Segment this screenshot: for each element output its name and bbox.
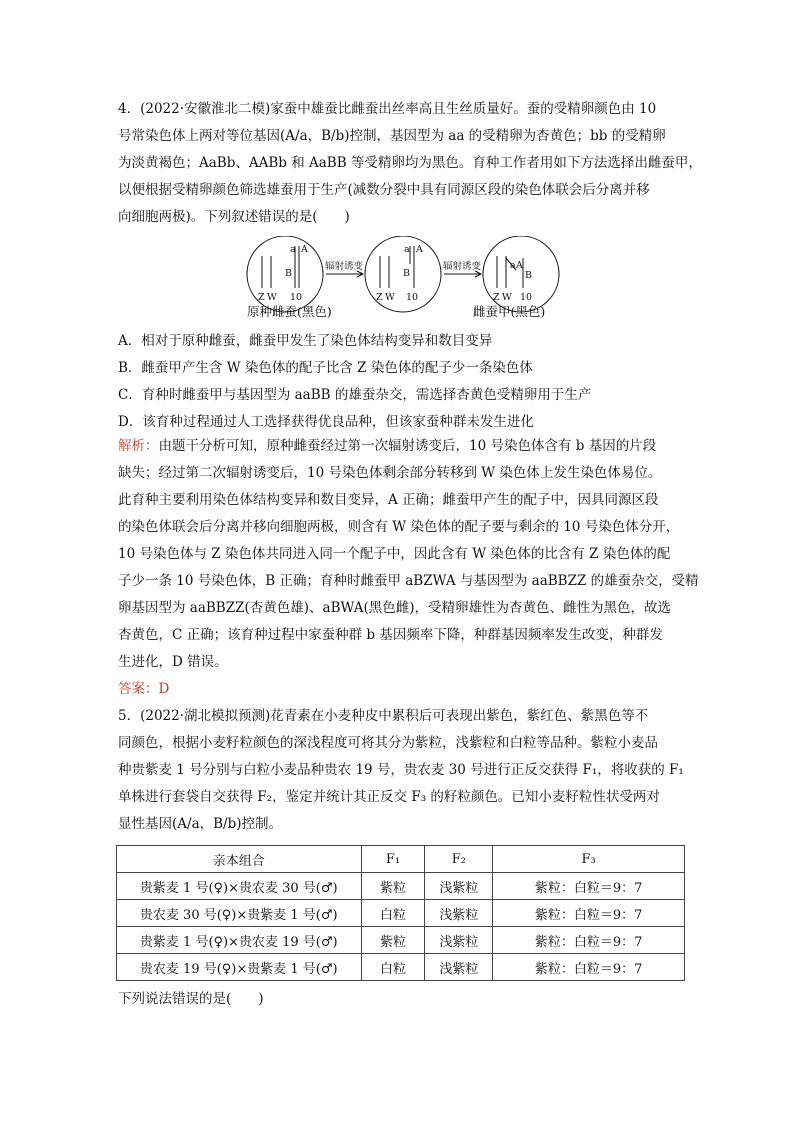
gene-label: A bbox=[301, 244, 308, 255]
chrom-label: 10 bbox=[290, 292, 303, 303]
table-row bbox=[117, 873, 685, 900]
stem-line: 显性基因(A/a，B/b)控制。 bbox=[118, 816, 282, 832]
table-row bbox=[117, 954, 685, 981]
table-cell: 紫粒 bbox=[361, 927, 425, 954]
table-row bbox=[117, 927, 685, 954]
gene-label: B bbox=[285, 268, 292, 279]
analysis-line: 由题干分析可知，原种雌蚕经过第一次辐射诱变后，10 号染色体含有 b 基因的片段 bbox=[158, 438, 657, 454]
chrom-label: Z bbox=[376, 292, 383, 303]
gene-label: a bbox=[510, 260, 516, 271]
table-header-cell: F₃ bbox=[493, 846, 685, 873]
chrom-label: W bbox=[502, 292, 512, 303]
analysis-line: 缺失；经过第二次辐射诱变后，10 号染色体剩余部分转移到 W 染色体上发生染色体易位。 bbox=[118, 465, 662, 481]
chrom-label: W bbox=[267, 292, 277, 303]
caption-original-female: 原种雌蚕(黑色) bbox=[247, 304, 332, 319]
table-cell: 紫粒：白粒＝9：7 bbox=[493, 900, 685, 927]
analysis-line: 的染色体联会后分离并移向细胞两极，则含有 W 染色体的配子要与剩余的 10 号染色体分开， bbox=[118, 519, 680, 535]
gene-label: B bbox=[403, 268, 410, 279]
chrom-label: 10 bbox=[520, 292, 533, 303]
stem-line: 5．(2022·湖北模拟预测)花青素在小麦种皮中累积后可表现出紫色，紫红色、紫黑色等不 bbox=[118, 708, 649, 724]
table-cell: 紫粒：白粒＝9：7 bbox=[493, 873, 685, 900]
table-cell: 白粒 bbox=[361, 954, 425, 981]
chrom-label: Z bbox=[258, 292, 265, 303]
analysis-line: 子少一条 10 号染色体，B 正确；育种时雌蚕甲 aBZWA 与基因型为 aaBBZZ 的雄蚕杂交，受精 bbox=[118, 573, 699, 589]
table-cell: 浅紫粒 bbox=[425, 954, 493, 981]
table-cell: 贵农麦 19 号(♀)×贵紫麦 1 号(♂) bbox=[117, 954, 362, 981]
analysis-line: 10 号染色体与 Z 染色体共同进入同一个配子中，因此含有 W 染色体的比含有 Z 染色体的配 bbox=[118, 546, 671, 562]
table-header-cell: F₂ bbox=[425, 846, 493, 873]
table-cell: 紫粒 bbox=[361, 873, 425, 900]
chrom-label: W bbox=[385, 292, 395, 303]
answer-line: 答案：D bbox=[118, 681, 170, 697]
gene-label: a bbox=[404, 244, 410, 255]
analysis-label: 解析： bbox=[118, 438, 159, 454]
table-header-cell: F₁ bbox=[361, 846, 425, 873]
chrom-label: Z bbox=[493, 292, 500, 303]
analysis-line: 生进化，D 错误。 bbox=[118, 654, 228, 670]
table-cell: 浅紫粒 bbox=[425, 900, 493, 927]
question-5-prompt: 下列说法错误的是( ) bbox=[118, 991, 264, 1007]
stem-line: 4．(2022·安徽淮北二模)家蚕中雄蚕比雌蚕出丝率高且生丝质量好。蚕的受精卵颜色由 10 bbox=[118, 101, 657, 117]
stem-line: 同颜色，根据小麦籽粒颜色的深浅程度可将其分为紫粒，浅紫粒和白粒等品种。紫粒小麦品 bbox=[118, 735, 658, 751]
table-cell: 紫粒：白粒＝9：7 bbox=[493, 954, 685, 981]
cross-results-table bbox=[116, 845, 685, 981]
stem-line: 以便根据受精卵颜色筛选雄蚕用于生产(减数分裂中具有同源区段的染色体联会后分离并移 bbox=[118, 182, 650, 198]
option-b: B．雌蚕甲产生含 W 染色体的配子比含 Z 染色体的配子少一条染色体 bbox=[118, 360, 533, 376]
gene-label: A bbox=[516, 260, 523, 271]
stem-line: 种贵紫麦 1 号分别与白粒小麦品种贵农 19 号，贵农麦 30 号进行正反交获得 F₁，将收获的 F₁ bbox=[118, 762, 684, 778]
analysis-line: 卵基因型为 aaBBZZ(杏黄色雄)、aBWA(黑色雌)，受精卵雄性为杏黄色、雌性为黑色，故选 bbox=[118, 600, 671, 616]
table-header-row bbox=[117, 846, 685, 873]
stem-line: 单株进行套袋自交获得 F₂，鉴定并统计其正反交 F₃ 的籽粒颜色。已知小麦籽粒性状受两对 bbox=[118, 789, 660, 805]
analysis-block bbox=[118, 433, 699, 703]
arrow-label: 辐射诱变 bbox=[442, 261, 482, 272]
table-cell: 白粒 bbox=[361, 900, 425, 927]
stem-line: 号常染色体上两对等位基因(A/a，B/b)控制，基因型为 aa 的受精卵为杏黄色；bb 的受精卵 bbox=[118, 128, 666, 144]
chrom-label: 10 bbox=[406, 292, 419, 303]
caption-female-a: 雌蚕甲(黑色) bbox=[473, 304, 546, 319]
table-cell: 浅紫粒 bbox=[425, 873, 493, 900]
analysis-line: 此育种主要利用染色体结构变异和数目变异，A 正确；雌蚕甲产生的配子中，因具同源区段 bbox=[118, 492, 659, 508]
analysis-line: 杏黄色，C 正确；该育种过程中家蚕种群 b 基因频率下降，种群基因频率发生改变，种群发 bbox=[118, 627, 663, 643]
arrow-label: 辐射诱变 bbox=[324, 261, 364, 272]
table-cell: 紫粒：白粒＝9：7 bbox=[493, 927, 685, 954]
stem-line: 为淡黄褐色；AaBb、AABb 和 AaBB 等受精卵均为黑色。育种工作者用如下方法选择出雌蚕甲， bbox=[118, 155, 702, 171]
stem-line: 向细胞两极)。下列叙述错误的是( ) bbox=[118, 209, 350, 225]
gene-label: A bbox=[416, 244, 423, 255]
option-a: A．相对于原种雌蚕，雌蚕甲发生了染色体结构变异和数目变异 bbox=[118, 333, 493, 349]
table-row bbox=[117, 900, 685, 927]
question-5-stem bbox=[118, 703, 684, 838]
gene-label: a bbox=[290, 244, 296, 255]
question-4-stem bbox=[118, 96, 702, 231]
table-cell: 浅紫粒 bbox=[425, 927, 493, 954]
option-d: D．该育种过程通过人工选择获得优良品种，但该家蚕种群未发生进化 bbox=[118, 414, 534, 430]
table-cell: 贵紫麦 1 号(♀)×贵农麦 19 号(♂) bbox=[117, 927, 362, 954]
table-header-cell: 亲本组合 bbox=[117, 846, 362, 873]
table-cell: 贵农麦 30 号(♀)×贵紫麦 1 号(♂) bbox=[117, 900, 362, 927]
table-cell: 贵紫麦 1 号(♀)×贵农麦 30 号(♂) bbox=[117, 873, 362, 900]
option-c: C．育种时雌蚕甲与基因型为 aaBB 的雄蚕杂交，需选择杏黄色受精卵用于生产 bbox=[118, 387, 592, 403]
gene-label: B bbox=[525, 270, 532, 281]
